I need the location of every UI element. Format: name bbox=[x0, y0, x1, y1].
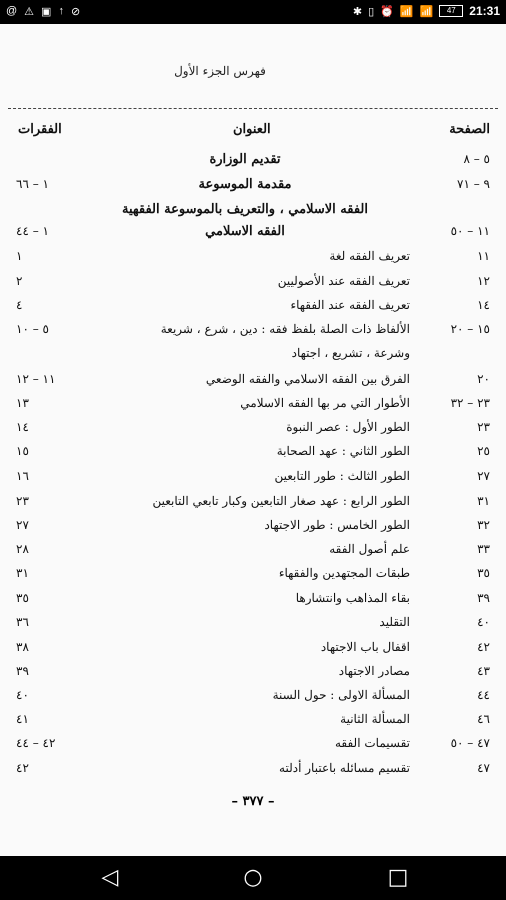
toc-row bbox=[0, 444, 506, 466]
at-icon: @ bbox=[6, 5, 18, 17]
toc-row bbox=[0, 640, 506, 662]
toc-title: تعريف الفقه عند الأصوليين bbox=[277, 274, 410, 288]
battery-icon: 47 bbox=[439, 5, 463, 17]
toc-paragraph-range: ٤١ bbox=[16, 712, 29, 726]
toc-paragraph-range: ٢٨ bbox=[16, 542, 29, 556]
column-header-title: العنوان bbox=[233, 122, 271, 137]
page-header: فهرس الجزء الأول bbox=[174, 64, 266, 78]
toc-title: مصادر الاجتهاد bbox=[338, 664, 410, 678]
toc-title: مقدمة الموسوعة bbox=[198, 177, 292, 192]
toc-row bbox=[0, 396, 506, 418]
toc-page-range: ٢٥ bbox=[477, 444, 490, 458]
toc-title: اقفال باب الاجتهاد bbox=[320, 640, 410, 654]
toc-title: تعريف الفقه عند الفقهاء bbox=[290, 298, 410, 312]
toc-paragraph-range: ٤ bbox=[16, 298, 23, 312]
toc-paragraph-range: ٣١ bbox=[16, 566, 29, 580]
toc-page-range: ٣٣ bbox=[477, 542, 490, 556]
toc-row bbox=[0, 202, 506, 224]
toc-page-range: ٣١ bbox=[477, 494, 490, 508]
toc-row bbox=[0, 249, 506, 271]
toc-paragraph-range: ١٤ bbox=[16, 420, 29, 434]
notification-icons bbox=[6, 5, 80, 18]
toc-row bbox=[0, 542, 506, 564]
toc-row bbox=[0, 274, 506, 296]
toc-page-range: ٤٢ bbox=[477, 640, 490, 654]
toc-row bbox=[0, 615, 506, 637]
toc-paragraph-range: ٤٠ bbox=[16, 688, 29, 702]
toc-page-range: ٣٥ bbox=[477, 566, 490, 580]
toc-row bbox=[0, 469, 506, 491]
home-button[interactable]: ○ bbox=[243, 865, 263, 890]
toc-paragraph-range: ٤٢ bbox=[16, 761, 29, 775]
toc-page-range: ١٢ bbox=[477, 274, 490, 288]
toc-page-range: ٣٩ bbox=[477, 591, 490, 605]
signal-icon: 📶 bbox=[399, 5, 414, 18]
bluetooth-icon: ✱ bbox=[352, 5, 363, 18]
toc-title: علم أصول الفقه bbox=[329, 542, 410, 556]
navigation-bar bbox=[0, 856, 506, 900]
toc-paragraph-range: ١٥ bbox=[16, 444, 29, 458]
toc-row bbox=[0, 494, 506, 516]
toc-title: الفقه الاسلامي ، والتعريف بالموسوعة الفقهية bbox=[121, 202, 368, 217]
toc-row bbox=[0, 177, 506, 199]
upload-icon: ↑ bbox=[58, 5, 64, 17]
toc-row bbox=[0, 346, 506, 368]
toc-page-range: ٤٣ bbox=[477, 664, 490, 678]
image-icon: ▣ bbox=[41, 6, 52, 18]
column-header-paras: الفقرات bbox=[18, 122, 62, 137]
toc-page-range: ٣٢ bbox=[477, 518, 490, 532]
toc-title: الطور الأول : عصر النبوة bbox=[286, 420, 410, 434]
toc-row bbox=[0, 420, 506, 442]
toc-title: طبقات المجتهدين والفقهاء bbox=[278, 566, 410, 580]
system-icons bbox=[353, 4, 500, 18]
toc-page-range: ١٤ bbox=[477, 298, 490, 312]
toc-title: الفرق بين الفقه الاسلامي والفقه الوضعي bbox=[205, 372, 410, 386]
warning-icon: ⚠ bbox=[24, 6, 35, 18]
toc-row bbox=[0, 688, 506, 710]
toc-paragraph-range: ٣٩ bbox=[16, 664, 29, 678]
toc-row bbox=[0, 298, 506, 320]
toc-title: تقديم الوزارة bbox=[209, 152, 281, 167]
toc-paragraph-range: ١٦ bbox=[16, 469, 29, 483]
header-divider bbox=[8, 108, 498, 109]
toc-page-range: ٤٤ bbox=[477, 688, 490, 702]
toc-page-range: ٢٠ bbox=[477, 372, 490, 386]
toc-title: الطور الثاني : عهد الصحابة bbox=[276, 444, 410, 458]
toc-paragraph-range: ١ bbox=[16, 249, 23, 263]
toc-page-range: ٤٠ bbox=[477, 615, 490, 629]
toc-title: المسألة الثانية bbox=[340, 712, 410, 726]
toc-title: بقاء المذاهب وانتشارها bbox=[295, 591, 410, 605]
toc-title: تقسيمات الفقه bbox=[334, 736, 410, 750]
recents-button[interactable]: □ bbox=[387, 865, 409, 890]
vibrate-icon: ▯ bbox=[368, 5, 375, 18]
status-bar bbox=[0, 0, 506, 24]
toc-page-range: ٤٧ bbox=[477, 761, 490, 775]
toc-paragraph-range: ١١ – ١٢ bbox=[16, 372, 56, 386]
toc-row bbox=[0, 591, 506, 613]
toc-page-range: ٤٧ – ٥٠ bbox=[450, 736, 490, 750]
clock: 21:31 bbox=[469, 4, 500, 18]
toc-row bbox=[0, 566, 506, 588]
toc-title: الأطوار التي مر بها الفقه الاسلامي bbox=[240, 396, 410, 410]
back-button[interactable]: ◁ bbox=[101, 865, 119, 890]
toc-paragraph-range: ١ – ٦٦ bbox=[16, 177, 49, 191]
toc-paragraph-range: ١ – ٤٤ bbox=[16, 224, 49, 238]
toc-row bbox=[0, 736, 506, 758]
toc-page-range: ٤٦ bbox=[477, 712, 490, 726]
toc-title: الطور الثالث : طور التابعين bbox=[274, 469, 410, 483]
toc-page-range: ٢٣ – ٣٢ bbox=[450, 396, 490, 410]
toc-row bbox=[0, 152, 506, 174]
toc-title: الألفاظ ذات الصلة بلفظ فقه : دين ، شرع ، شريعة bbox=[160, 322, 410, 336]
toc-title: التقليد bbox=[379, 615, 410, 629]
toc-page-range: ٥ – ٨ bbox=[463, 152, 490, 166]
toc-row bbox=[0, 224, 506, 246]
toc-paragraph-range: ٢٧ bbox=[16, 518, 29, 532]
toc-paragraph-range: ٥ – ١٠ bbox=[16, 322, 49, 336]
toc-title: المسألة الاولى : حول السنة bbox=[272, 688, 410, 702]
alarm-icon: ⏰ bbox=[380, 5, 394, 18]
page-number: – ٣٧٧ – bbox=[231, 794, 275, 809]
column-header-pages: الصفحة bbox=[449, 122, 490, 137]
toc-paragraph-range: ٣٦ bbox=[16, 615, 29, 629]
toc-paragraph-range: ٢ bbox=[16, 274, 23, 288]
toc-row bbox=[0, 518, 506, 540]
toc-page-range: ٢٧ bbox=[477, 469, 490, 483]
toc-row bbox=[0, 664, 506, 686]
toc-page-range: ٢٣ bbox=[477, 420, 490, 434]
toc-title: الطور الرابع : عهد صغار التابعين وكبار تابعي التابعين bbox=[152, 494, 410, 508]
toc-page-range: ١١ bbox=[477, 249, 490, 263]
toc-row bbox=[0, 712, 506, 734]
toc-paragraph-range: ٣٨ bbox=[16, 640, 29, 654]
toc-paragraph-range: ٢٣ bbox=[16, 494, 29, 508]
signal-icon-2: 📶 bbox=[419, 5, 434, 18]
toc-title: وشرعة ، تشريع ، اجتهاد bbox=[291, 346, 410, 360]
toc-row bbox=[0, 322, 506, 344]
toc-title: تقسيم مسائله باعتبار أدلته bbox=[279, 761, 410, 775]
toc-title: الفقه الاسلامي bbox=[205, 224, 285, 239]
toc-page-range: ٩ – ٧١ bbox=[457, 177, 490, 191]
toc-paragraph-range: ٤٢ – ٤٤ bbox=[16, 736, 56, 750]
toc-row bbox=[0, 372, 506, 394]
toc-paragraph-range: ١٣ bbox=[16, 396, 29, 410]
toc-title: الطور الخامس : طور الاجتهاد bbox=[264, 518, 410, 532]
toc-title: تعريف الفقه لغة bbox=[329, 249, 410, 263]
toc-page-range: ١١ – ٥٠ bbox=[450, 224, 490, 238]
blocked-icon: ⊘ bbox=[70, 6, 81, 18]
document-page bbox=[0, 24, 506, 856]
toc-row bbox=[0, 761, 506, 783]
toc-paragraph-range: ٣٥ bbox=[16, 591, 29, 605]
toc-page-range: ١٥ – ٢٠ bbox=[450, 322, 490, 336]
